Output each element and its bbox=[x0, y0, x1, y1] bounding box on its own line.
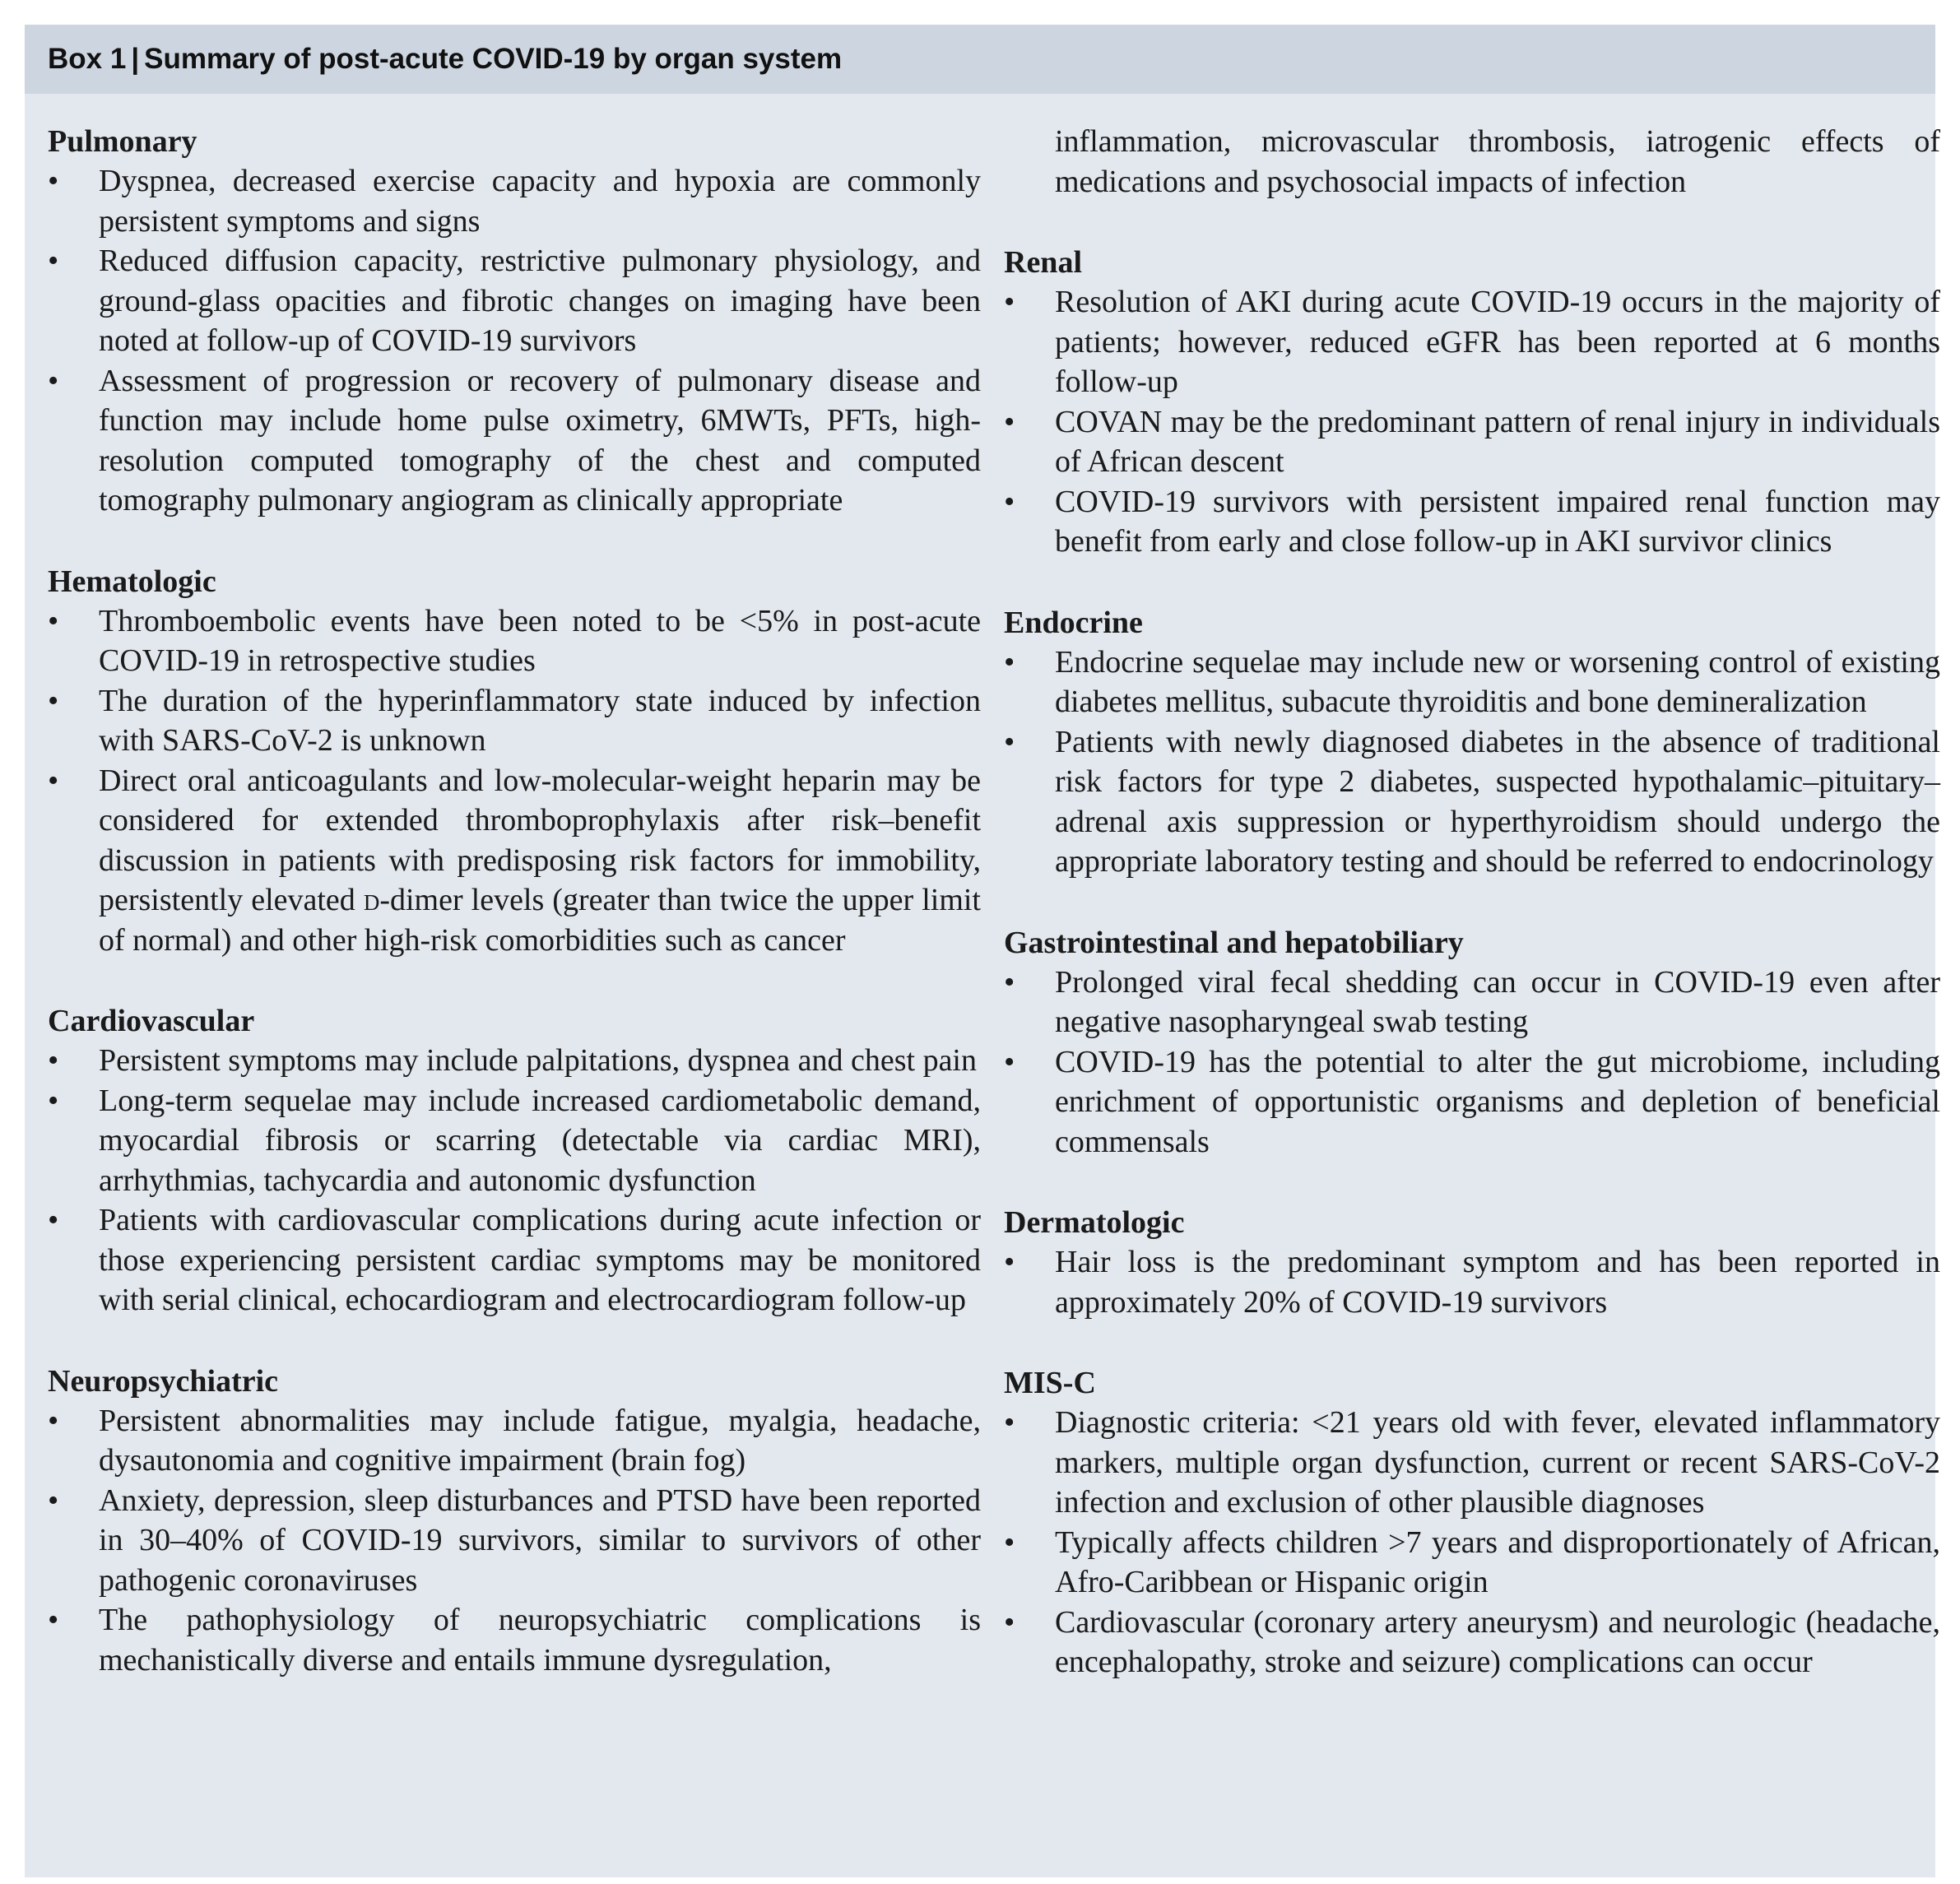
section-title: Cardiovascular bbox=[48, 1004, 255, 1038]
list-item: • Assessment of progression or recovery of pulmonary disease and function may include home pulse oximetry, 6MWTs, PFTs, high-resolution computed tomography of the chest and computed tomography pulmonary angiogram as clinically appropriate bbox=[48, 361, 981, 521]
list-item: • Typically affects children >7 years and disproportionately of African, Afro-Caribbean or Hispanic origin bbox=[1004, 1523, 1940, 1603]
list-item: • The pathophysiology of neuropsychiatric complications is mechanistically diverse and entails immune dysregulation, bbox=[48, 1600, 981, 1680]
bullet-list bbox=[1004, 282, 1940, 562]
bullet-list bbox=[1004, 1242, 1940, 1322]
list-item: • Anxiety, depression, sleep disturbances and PTSD have been reported in 30–40% of COVID-19 survivors, similar to survivors of other pathogenic coronaviruses bbox=[48, 1481, 981, 1601]
section-dermatologic bbox=[1004, 1203, 1940, 1322]
list-item: • COVID-19 survivors with persistent impaired renal function may benefit from early and close follow-up in AKI survivor clinics bbox=[1004, 482, 1940, 562]
list-item-text: -dimer levels (greater than twice the upper limit of normal) and other high-risk comorbidities such as cancer bbox=[99, 883, 981, 958]
section-title: Hematologic bbox=[48, 564, 216, 599]
section-title: Neuropsychiatric bbox=[48, 1363, 279, 1399]
list-item: • Patients with cardiovascular complications during acute infection or those experiencing persistent cardiac symptoms may be monitored with serial clinical, echocardiogram and electrocardiogram follow-up bbox=[48, 1200, 981, 1320]
section-title: Gastrointestinal and hepatobiliary bbox=[1004, 925, 1464, 960]
bullet-list bbox=[48, 1401, 981, 1681]
section-gastrointestinal bbox=[1004, 923, 1940, 1162]
box-label: Box 1 bbox=[48, 43, 127, 75]
list-item: • Hair loss is the predominant symptom and has been reported in approximately 20% of COVID-19 survivors bbox=[1004, 1242, 1940, 1322]
list-item: • Dyspnea, decreased exercise capacity and hypoxia are commonly persistent symptoms and signs bbox=[48, 161, 981, 241]
bullet-list bbox=[1004, 643, 1940, 882]
bullet-list bbox=[1004, 963, 1940, 1162]
box-separator: | bbox=[131, 43, 140, 75]
section-title: MIS-C bbox=[1004, 1366, 1096, 1400]
bullet-list bbox=[48, 1041, 981, 1320]
list-item: • Patients with newly diagnosed diabetes in the absence of traditional risk factors for type 2 diabetes, suspected hypothalamic–pituitary–adrenal axis suppression or hyperthyroidism should undergo the appropriate laboratory testing and should be referred to endocrinology bbox=[1004, 722, 1940, 882]
list-item: • COVID-19 has the potential to alter the gut microbiome, including enrichment of opportunistic organisms and depletion of beneficial commensals bbox=[1004, 1042, 1940, 1162]
list-item: • COVAN may be the predominant pattern of renal injury in individuals of African descent bbox=[1004, 402, 1940, 482]
section-title: Renal bbox=[1004, 245, 1082, 280]
list-item: • Persistent abnormalities may include fatigue, myalgia, headache, dysautonomia and cognitive impairment (brain fog) bbox=[48, 1401, 981, 1481]
section-cardiovascular bbox=[48, 1001, 981, 1320]
list-item bbox=[48, 761, 981, 961]
section-title: Dermatologic bbox=[1004, 1205, 1185, 1240]
section-neuropsychiatric bbox=[48, 1362, 981, 1681]
list-item-text: Direct oral anticoagulants and low-molecular-weight heparin may be considered for extended thromboprophylaxis after risk–benefit discussion in patients with predisposing risk factors for immobility, persistently elevated bbox=[99, 763, 981, 917]
list-item: • Long-term sequelae may include increased cardiometabolic demand, myocardial fibrosis or scarring (detectable via cardiac MRI), arrhythmias, tachycardia and autonomic dysfunction bbox=[48, 1081, 981, 1201]
summary-box bbox=[25, 25, 1940, 1877]
list-item: • Diagnostic criteria: <21 years old with fever, elevated inflammatory markers, multiple organ dysfunction, current or recent SARS-CoV-2 infection and exclusion of other plausible diagnoses bbox=[1004, 1403, 1940, 1523]
section-endocrine bbox=[1004, 603, 1940, 882]
continued-text: inflammation, microvascular thrombosis, iatrogenic effects of medications and psychosocial impacts of infection bbox=[1055, 124, 1940, 199]
list-item: • Endocrine sequelae may include new or worsening control of existing diabetes mellitus, subacute thyroiditis and bone demineralization bbox=[1004, 643, 1940, 722]
list-item: • Prolonged viral fecal shedding can occur in COVID-19 even after negative nasopharyngeal swab testing bbox=[1004, 963, 1940, 1042]
box-title: Summary of post-acute COVID-19 by organ system bbox=[144, 43, 843, 75]
bullet-list bbox=[1004, 1403, 1940, 1682]
section-hematologic bbox=[48, 562, 981, 961]
bullet-list bbox=[48, 161, 981, 521]
list-item: • The duration of the hyperinflammatory state induced by infection with SARS-CoV-2 is unknown bbox=[48, 681, 981, 761]
list-item: • Resolution of AKI during acute COVID-19 occurs in the majority of patients; however, reduced eGFR has been reported at 6 months follow-up bbox=[1004, 282, 1940, 402]
box-header bbox=[25, 25, 1935, 94]
bullet-list bbox=[48, 601, 981, 961]
section-title: Endocrine bbox=[1004, 605, 1143, 640]
list-item: • Reduced diffusion capacity, restrictive pulmonary physiology, and ground-glass opacities and fibrotic changes on imaging have been noted at follow-up of COVID-19 survivors bbox=[48, 241, 981, 361]
list-item: • Persistent symptoms may include palpitations, dyspnea and chest pain bbox=[48, 1041, 981, 1081]
left-column bbox=[48, 122, 981, 1721]
section-pulmonary bbox=[48, 122, 981, 521]
section-title: Pulmonary bbox=[48, 124, 197, 159]
d-dimer-smallcaps: d bbox=[363, 883, 380, 917]
section-mis-c bbox=[1004, 1363, 1940, 1682]
section-renal bbox=[1004, 243, 1940, 562]
list-item: • Cardiovascular (coronary artery aneurysm) and neurologic (headache, encephalopathy, stroke and seizure) complications can occur bbox=[1004, 1603, 1940, 1682]
right-column bbox=[1004, 122, 1940, 1724]
list-item: • Thromboembolic events have been noted to be <5% in post-acute COVID-19 in retrospective studies bbox=[48, 601, 981, 681]
